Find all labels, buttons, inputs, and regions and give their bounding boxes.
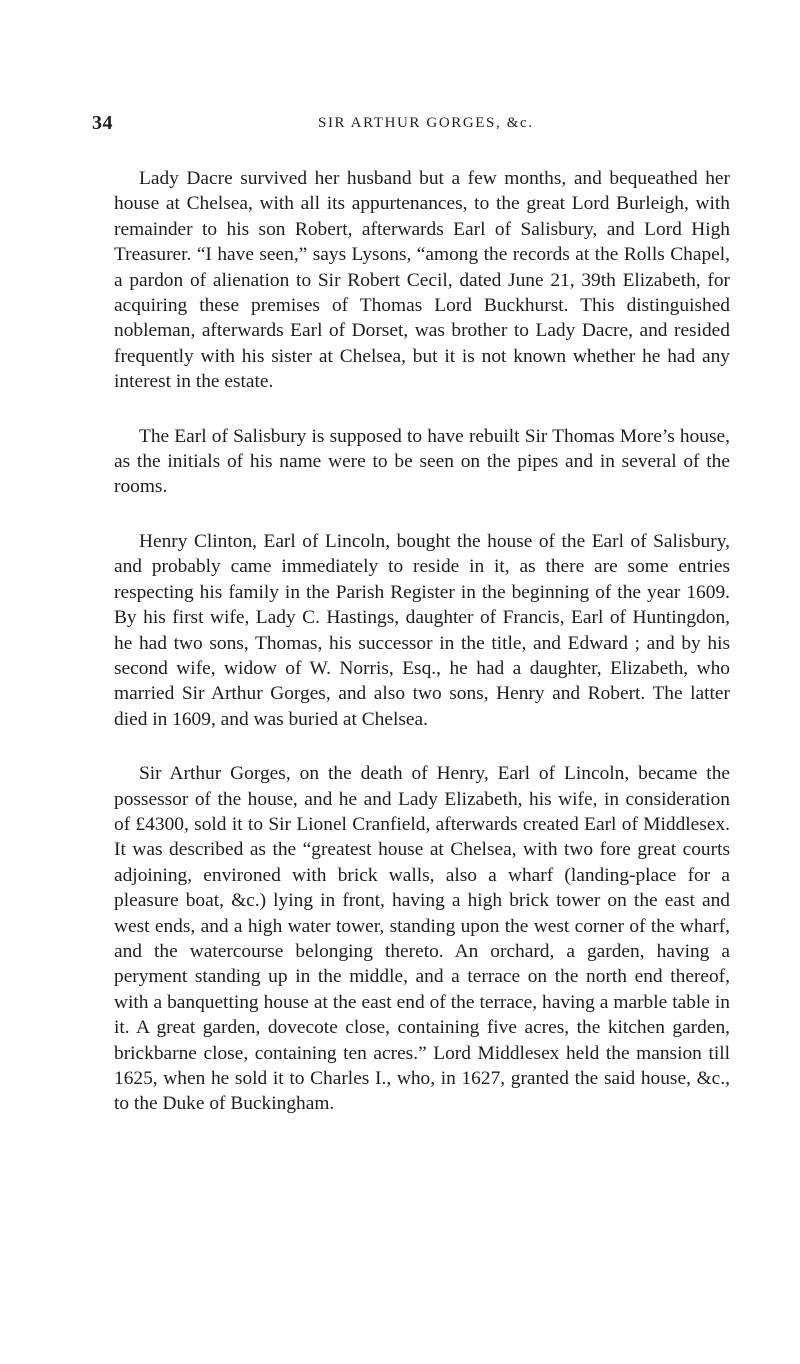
page-number: 34 bbox=[92, 112, 113, 134]
paragraph-sir-arthur-gorges: Sir Arthur Gorges, on the death of Henry, Earl of Lincoln, became the possessor of the house, and he and Lady Elizabeth, his wife, in consideration of £4300, sold it to Sir Lionel Cranfield, afterwards created Earl of Middlesex. It was described as the “greatest house at Chelsea, with two fore great courts adjoining, environed with brick walls, also a wharf (landing-place for a pleasure boat, &c.) lying in front, having a high brick tower on the east and west ends, and a high water tower, standing upon the west corner of the wharf, and the watercourse belonging thereto. An orchard, a garden, having a peryment standing up in the middle, and a terrace on the north end thereof, with a banquetting house at the east end of the terrace, having a marble table in it. A great garden, dovecote close, containing five acres, the kitchen garden, brickbarne close, containing ten acres.” Lord Middlesex held the mansion till 1625, when he sold it to Charles I., who, in 1627, granted the said house, &c., to the Duke of Buckingham. bbox=[114, 763, 730, 1115]
paragraph-lady-dacre: Lady Dacre survived her husband but a few months, and bequeathed her house at Chelsea, with all its appurtenances, to the great Lord Burleigh, with remainder to his son Robert, afterwards Earl of Salisbury, and Lord High Treasurer. “I have seen,” says Lysons, “among the records at the Rolls Chapel, a pardon of alienation to Sir Robert Cecil, dated June 21, 39th Elizabeth, for acquiring these premises of Thomas Lord Buckhurst. This distinguished nobleman, afterwards Earl of Dorset, was brother to Lady Dacre, and resided frequently with his sister at Chelsea, but it is not known whether he had any interest in the estate. bbox=[114, 168, 730, 393]
paragraph-henry-clinton: Henry Clinton, Earl of Lincoln, bought the house of the Earl of Salisbury, and probably came immediately to reside in it, as there are some entries respecting his family in the Parish Register in the beginning of the year 1609. By his first wife, Lady C. Hastings, daughter of Francis, Earl of Huntingdon, he had two sons, Thomas, his successor in the title, and Edward ; and by his second wife, widow of W. Norris, Esq., he had a daughter, Elizabeth, who married Sir Arthur Gorges, and also two sons, Henry and Robert. The latter died in 1609, and was buried at Chelsea. bbox=[114, 530, 730, 730]
body-text bbox=[114, 166, 730, 1117]
paragraph-earl-of-salisbury: The Earl of Salisbury is supposed to have rebuilt Sir Thomas More’s house, as the initials of his name were to be seen on the pipes and in several of the rooms. bbox=[114, 425, 730, 498]
running-head bbox=[0, 112, 800, 142]
running-title: SIR ARTHUR GORGES, &c. bbox=[318, 115, 534, 131]
